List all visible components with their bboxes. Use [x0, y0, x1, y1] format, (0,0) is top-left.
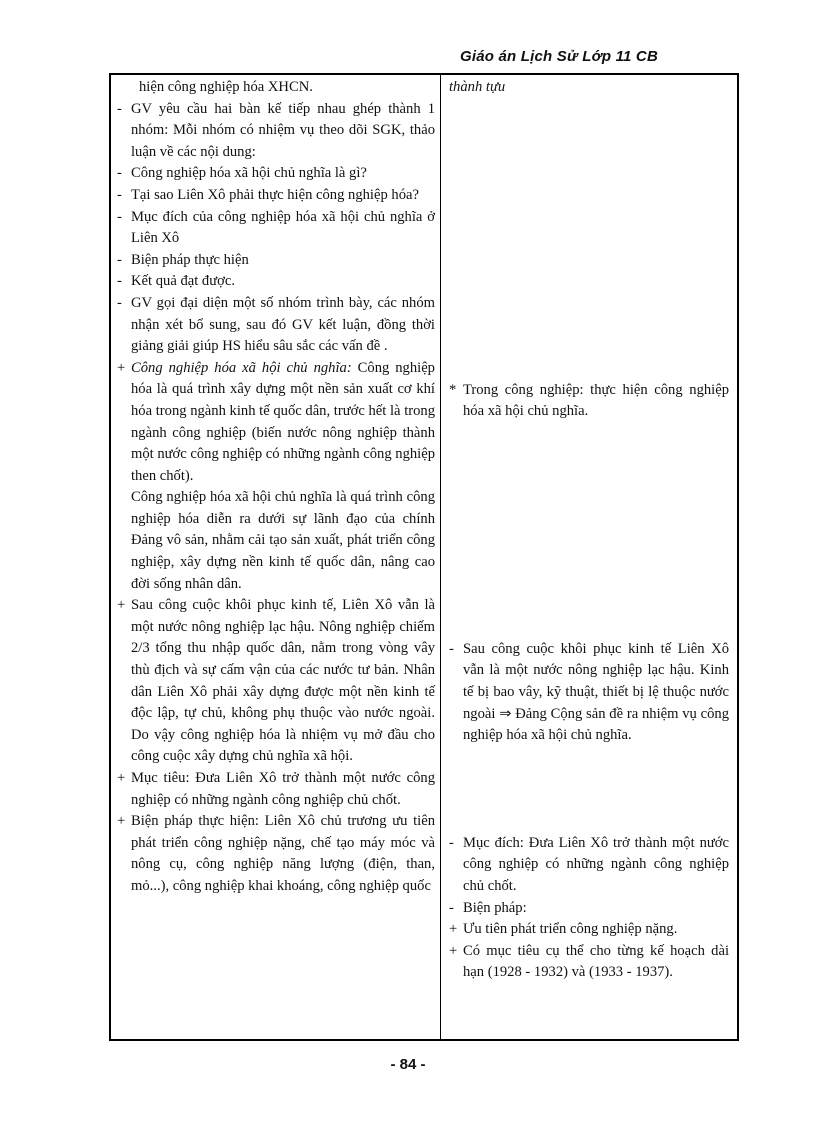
item-text: Mục tiêu: Đưa Liên Xô trở thành một nước công nghiệp có những ngành công nghiệp chủ chốt.	[131, 770, 435, 808]
list-item: - Tại sao Liên Xô phải thực hiện công nghiệp hóa?	[117, 185, 435, 207]
list-item: - Biện pháp thực hiện	[117, 250, 435, 272]
item-text: Trong công nghiệp: thực hiện công nghiệp hóa xã hội chủ nghĩa.	[463, 381, 729, 420]
list-item: + Công nghiệp hóa xã hội chủ nghĩa: Công nghiệp hóa là quá trình xây dựng một nền sản xuất cơ khí hóa trong ngành kinh tế quốc dân, trước hết là trong ngành công nghiệp (biến nước nông nghiệp thành một nước công nghiệp có những ngành công nghiệp then chốt).	[117, 359, 436, 484]
list-item: - Sau công cuộc khôi phục kinh tế Liên Xô vẫn là một nước nông nghiệp lạc hậu. Kinh tế bị bao vây, kỹ thuật, thiết bị lệ thuộc nước ngoài ⇒ Đảng Cộng sản đề ra nhiệm vụ công nghiệp hóa xã hội chủ nghĩa.	[449, 639, 729, 747]
item-text: Công nghiệp hóa xã hội chủ nghĩa là quá trình công nghiệp hóa diễn ra dưới sự lãnh đạo của chính Đảng vô sản, nhằm cải tạo sản xuất, phát triển công nghiệp, xây dựng nền kinh tế quốc dân, nâng cao đời sống nhân dân.	[131, 489, 435, 592]
key-knowledge-column	[441, 75, 737, 1039]
item-text: Biện pháp thực hiện	[131, 251, 249, 268]
item-text: GV gọi đại diện một số nhóm trình bày, các nhóm nhận xét bổ sung, sau đó GV kết luận, đồng thời giảng giải giúp HS hiểu sâu sắc các vấn đề .	[131, 294, 435, 355]
list-item: - Mục đích của công nghiệp hóa xã hội chủ nghĩa ở Liên Xô	[117, 207, 435, 250]
definition-term: Công nghiệp hóa xã hội chủ nghĩa:	[131, 359, 352, 376]
item-text: Mục đích: Đưa Liên Xô trở thành một nước công nghiệp có những ngành công nghiệp chủ chốt.	[463, 834, 729, 894]
list-item: + Sau công cuộc khôi phục kinh tế, Liên Xô vẫn là một nước nông nghiệp lạc hậu. Nông nghiệp chiếm 2/3 tổng thu nhập quốc dân, nằm trong vòng vây thù địch và sự cấm vận của các nước tư bản. Nhân dân Liên Xô phải xây dựng được một nền kinh tế độc lập, tự chủ, không phụ thuộc vào nước ngoài. Do vậy công nghiệp hóa là nhiệm vụ mở đầu cho công cuộc xây dựng chủ nghĩa xã hội.	[117, 595, 435, 768]
item-text: Kết quả đạt được.	[131, 273, 235, 290]
teacher-student-activities-column	[111, 75, 441, 1039]
item-text: Ưu tiên phát triển công nghiệp nặng.	[463, 921, 678, 938]
list-item: * Trong công nghiệp: thực hiện công nghiệp hóa xã hội chủ nghĩa.	[449, 380, 729, 423]
list-item: + Ưu tiên phát triển công nghiệp nặng.	[449, 919, 729, 941]
list-item: + Biện pháp thực hiện: Liên Xô chủ trương ưu tiên phát triển công nghiệp nặng, chế tạo máy móc và nông cụ, công nghiệp năng lượng (điện, than, mỏ...), công nghiệp khai khoáng, công nghiệp quốc	[117, 811, 435, 897]
item-text: Có mục tiêu cụ thể cho từng kế hoạch dài hạn (1928 - 1932) và (1933 - 1937).	[463, 942, 729, 981]
item-text: Biện pháp:	[463, 899, 527, 916]
item-text: GV yêu cầu hai bàn kế tiếp nhau ghép thành 1 nhóm: Mỗi nhóm có nhiệm vụ theo dõi SGK, thảo luận về các nội dung:	[131, 100, 435, 160]
list-item: - Công nghiệp hóa xã hội chủ nghĩa là gì?	[117, 163, 435, 185]
lesson-table	[109, 73, 739, 1041]
item-text: Công nghiệp hóa xã hội chủ nghĩa là gì?	[131, 165, 367, 182]
document-header: Giáo án Lịch Sử Lớp 11 CB	[459, 48, 658, 65]
list-item: + Có mục tiêu cụ thể cho từng kế hoạch dài hạn (1928 - 1932) và (1933 - 1937).	[449, 941, 729, 984]
list-item: + Mục tiêu: Đưa Liên Xô trở thành một nước công nghiệp có những ngành công nghiệp chủ chốt.	[117, 768, 435, 811]
paragraph: thành tựu	[449, 79, 506, 95]
list-item: - GV yêu cầu hai bàn kế tiếp nhau ghép thành 1 nhóm: Mỗi nhóm có nhiệm vụ theo dõi SGK, thảo luận về các nội dung:	[117, 99, 435, 164]
item-text: Sau công cuộc khôi phục kinh tế Liên Xô vẫn là một nước nông nghiệp lạc hậu. Kinh tế bị bao vây, kỹ thuật, thiết bị lệ thuộc nước ngoài ⇒ Đảng Cộng sản đề ra nhiệm vụ công nghiệp hóa xã hội chủ nghĩa.	[463, 640, 729, 744]
list-item: - Mục đích: Đưa Liên Xô trở thành một nước công nghiệp có những ngành công nghiệp chủ chốt.	[449, 833, 729, 898]
item-text: Mục đích của công nghiệp hóa xã hội chủ nghĩa ở Liên Xô	[131, 208, 435, 247]
item-text: Biện pháp thực hiện: Liên Xô chủ trương ưu tiên phát triển công nghiệp nặng, chế tạo máy móc và nông cụ, công nghiệp năng lượng (điện, than, mỏ...), công nghiệp khai khoáng, công nghiệp quốc	[131, 813, 435, 894]
paragraph: hiện công nghiệp hóa XHCN.	[139, 79, 313, 95]
list-item: - Biện pháp:	[449, 898, 729, 920]
item-text: Sau công cuộc khôi phục kinh tế, Liên Xô vẫn là một nước nông nghiệp lạc hậu. Nông nghiệp chiếm 2/3 tổng thu nhập quốc dân, nằm trong vòng vây thù địch và sự cấm vận của các nước tư bản. Nhân dân Liên Xô phải xây dựng được một nền kinh tế độc lập, tự chủ, không phụ thuộc vào nước ngoài. Do vậy công nghiệp hóa là nhiệm vụ mở đầu cho công cuộc xây dựng chủ nghĩa xã hội.	[131, 597, 435, 765]
list-item: - Kết quả đạt được.	[117, 271, 435, 293]
page-number: - 84 -	[390, 1056, 426, 1073]
definition-text: Công nghiệp hóa là quá trình xây dựng một nền sản xuất cơ khí hóa trong ngành kinh tế quốc dân, trước hết là trong ngành công nghiệp (biến nước nông nghiệp thành một nước công nghiệp có những ngành công nghiệp then chốt).	[131, 359, 436, 484]
list-item	[117, 487, 435, 595]
list-item: - GV gọi đại diện một số nhóm trình bày, các nhóm nhận xét bổ sung, sau đó GV kết luận, đồng thời giảng giải giúp HS hiểu sâu sắc các vấn đề .	[117, 293, 435, 358]
item-text: Tại sao Liên Xô phải thực hiện công nghiệp hóa?	[131, 186, 419, 203]
